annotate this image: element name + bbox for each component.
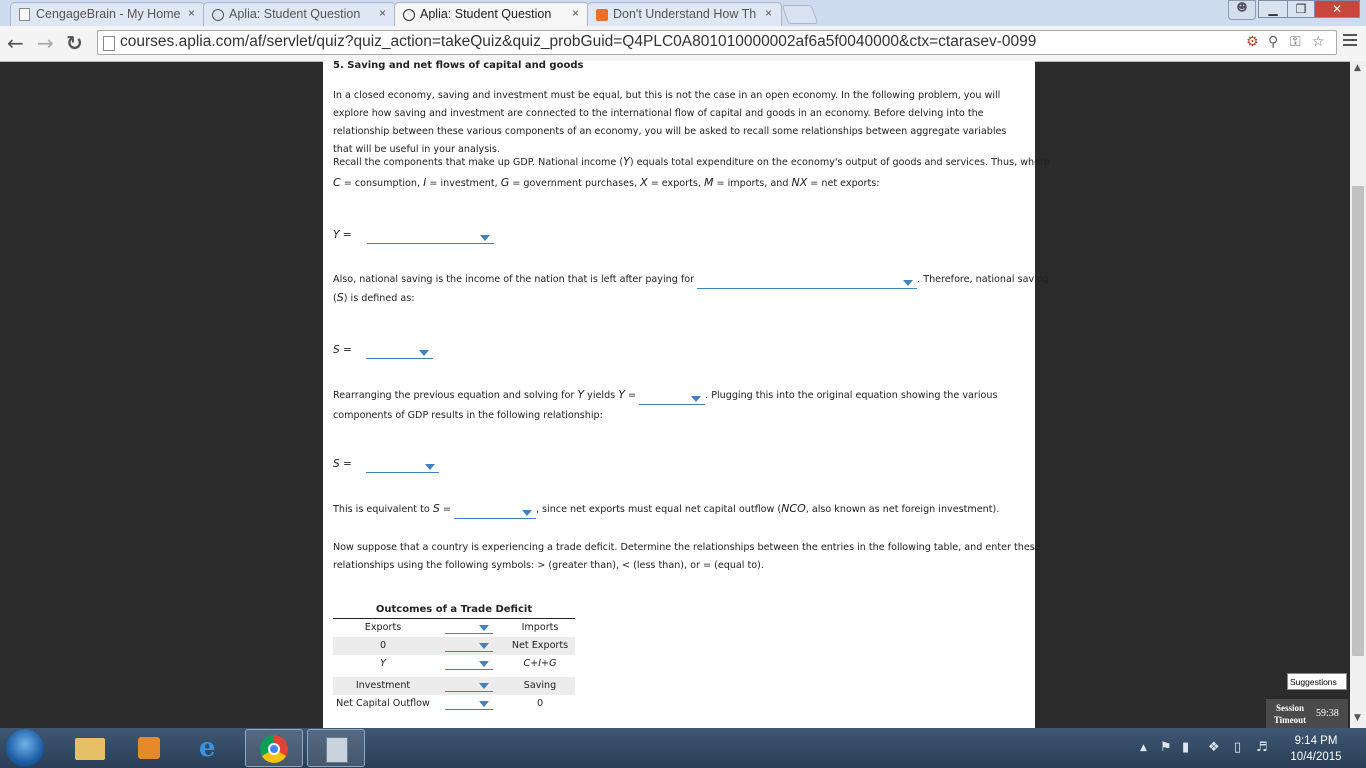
close-tab-icon[interactable]: × [378, 6, 386, 20]
row-left: Investment [355, 680, 411, 691]
session-timeout-label: Session Timeout [1273, 703, 1307, 725]
extension-icon[interactable]: ⚙ [1246, 34, 1259, 50]
saving-line-2: (S) is defined as: [333, 291, 415, 304]
row-right: 0 [536, 698, 544, 709]
row-right: Imports [521, 622, 559, 633]
question-title: 5. Saving and net flows of capital and goods [333, 60, 584, 71]
back-button[interactable]: ← [7, 31, 24, 55]
equivalent-dropdown[interactable] [454, 504, 536, 519]
quiz-page [323, 60, 1050, 728]
recall-line-2: C = consumption, I = investment, G = government purchases, X = exports, M = imports, and NX = net exports: [333, 176, 880, 189]
s-equation-label-1: S = [333, 344, 352, 356]
s-equation-label-2: S = [333, 458, 352, 470]
chegg-icon [596, 9, 608, 21]
recall-line-1: Recall the components that make up GDP. National income (Y) equals total expenditure on the economy's output of goods and services. Thus, where [333, 155, 1050, 168]
maximize-button[interactable]: ❐ [1287, 0, 1315, 18]
y-equation-dropdown[interactable] [367, 229, 494, 244]
relation-dropdown[interactable] [445, 637, 493, 652]
page-icon [103, 36, 115, 51]
aplia-icon [212, 9, 224, 21]
table-title: Outcomes of a Trade Deficit [333, 601, 575, 619]
calculator-icon[interactable] [307, 729, 365, 767]
user-icon[interactable]: ☻ [1228, 0, 1256, 20]
clock-date: 10/4/2015 [1290, 751, 1342, 763]
volume-icon[interactable]: ♬ [1256, 740, 1268, 755]
page-icon [19, 8, 30, 21]
y-solve-dropdown[interactable] [639, 390, 705, 405]
close-tab-icon[interactable]: × [187, 6, 195, 20]
y-equation-label: Y = [333, 229, 352, 241]
chevron-down-icon [479, 643, 489, 649]
row-right: Saving [523, 680, 557, 691]
file-explorer-icon[interactable] [62, 729, 120, 767]
close-window-button[interactable]: ✕ [1314, 0, 1360, 18]
scroll-down-icon[interactable]: ▼ [1354, 713, 1361, 723]
windows-taskbar [0, 728, 1366, 768]
suggestions-button[interactable]: Suggestions [1287, 673, 1347, 690]
chevron-down-icon [691, 396, 701, 402]
tab-label: CengageBrain - My Home [36, 7, 181, 21]
page-scrollbar[interactable] [1350, 61, 1366, 728]
tab-aplia-active[interactable] [394, 2, 589, 27]
address-bar[interactable] [97, 30, 1337, 55]
table-row [333, 655, 575, 673]
row-left: 0 [379, 640, 387, 651]
chevron-down-icon [425, 464, 435, 470]
row-left: Y [380, 658, 386, 669]
chevron-down-icon [480, 235, 490, 241]
saving-line-1: Also, national saving is the income of the nation that is left after paying for . Therefore, national saving [333, 271, 1023, 289]
session-timeout-panel [1266, 699, 1348, 728]
chrome-icon[interactable] [245, 729, 303, 767]
table-row [333, 695, 575, 713]
new-tab-button[interactable] [782, 5, 819, 24]
tab-label: Don't Understand How Th [613, 7, 757, 21]
scroll-up-icon[interactable]: ▲ [1354, 63, 1361, 73]
menu-icon[interactable] [1343, 34, 1357, 49]
session-timeout-value: 59:38 [1316, 708, 1339, 719]
chevron-down-icon [479, 683, 489, 689]
search-icon[interactable]: ⚲ [1268, 34, 1279, 50]
relation-dropdown[interactable] [445, 655, 493, 670]
close-tab-icon[interactable]: × [571, 6, 579, 20]
table-row [333, 637, 575, 655]
intro-paragraph: In a closed economy, saving and investment must be equal, but this is not the case in an open economy. In the following problem, you will explore how saving and investment are connected to the international flow of capital and goods in an economy. Before delving into the relationship between these various components of an economy, you will be asked to recall some relationships between aggregate variables that will be useful in your analysis. [333, 90, 1007, 155]
tab-label: Aplia: Student Question [420, 7, 552, 21]
table-row [333, 619, 575, 637]
row-left: Net Capital Outflow [336, 698, 430, 709]
tab-aplia-1[interactable] [203, 2, 396, 26]
relation-dropdown[interactable] [445, 695, 493, 710]
start-button[interactable] [6, 729, 44, 767]
battery-icon[interactable]: ▯ [1234, 740, 1242, 755]
chevron-down-icon [903, 280, 913, 286]
media-player-icon[interactable] [122, 729, 180, 767]
saving-dropdown[interactable] [697, 274, 917, 289]
row-left: Exports [364, 622, 402, 633]
minimize-button[interactable]: ▁ [1258, 0, 1288, 18]
equivalent-line: This is equivalent to S = , since net exports must equal net capital outflow (NCO, also known as net foreign investment). [333, 500, 1023, 519]
relation-dropdown[interactable] [445, 619, 493, 634]
show-hidden-icons[interactable]: ▲ [1140, 743, 1147, 753]
trade-deficit-table [333, 601, 575, 713]
chevron-down-icon [479, 625, 489, 631]
internet-explorer-icon[interactable]: e [199, 733, 216, 763]
row-right: C+I+G [523, 658, 557, 669]
reload-button[interactable]: ↻ [66, 31, 83, 55]
dropbox-icon[interactable]: ❖ [1208, 740, 1220, 755]
chevron-down-icon [479, 661, 489, 667]
chevron-down-icon [479, 701, 489, 707]
action-center-icon[interactable]: ⚑ [1160, 740, 1172, 755]
close-tab-icon[interactable]: × [764, 6, 772, 20]
trade-deficit-line-1: Now suppose that a country is experiencing a trade deficit. Determine the relationships between the entries in the following table, and enter these [333, 542, 1041, 553]
url-text: courses.aplia.com/af/servlet/quiz?quiz_action=takeQuiz&quiz_probGuid=Q4PLC0A801010000002af6a5f0040000&ctx=ctarasev-0099 [120, 33, 1037, 50]
clock-time: 9:14 PM [1294, 735, 1338, 747]
tab-label: Aplia: Student Question [229, 7, 361, 21]
tab-cengagebrain[interactable] [10, 2, 205, 26]
s-equation-dropdown-2[interactable] [366, 458, 439, 473]
system-clock[interactable] [1280, 733, 1352, 765]
star-icon[interactable]: ☆ [1312, 34, 1325, 50]
relation-dropdown[interactable] [445, 677, 493, 692]
trade-deficit-line-2: relationships using the following symbols: > (greater than), < (less than), or = (equal to). [333, 560, 764, 571]
rearrange-line-2: components of GDP results in the following relationship: [333, 410, 603, 421]
browser-toolbar [0, 26, 1366, 62]
aplia-icon [403, 9, 415, 21]
tab-chegg[interactable] [587, 2, 782, 26]
key-icon[interactable]: ⚿ [1290, 34, 1301, 50]
network-icon[interactable]: ▮ [1182, 740, 1190, 755]
chevron-down-icon [419, 350, 429, 356]
s-equation-dropdown-1[interactable] [366, 344, 433, 359]
scrollbar-thumb[interactable] [1352, 186, 1364, 656]
chevron-down-icon [522, 510, 532, 516]
table-row [333, 677, 575, 695]
tab-strip [0, 0, 1366, 26]
rearrange-line-1: Rearranging the previous equation and solving for Y yields Y = . Plugging this into the original equation showing the various [333, 386, 1023, 405]
forward-button[interactable]: → [37, 31, 54, 55]
row-right: Net Exports [511, 640, 569, 651]
